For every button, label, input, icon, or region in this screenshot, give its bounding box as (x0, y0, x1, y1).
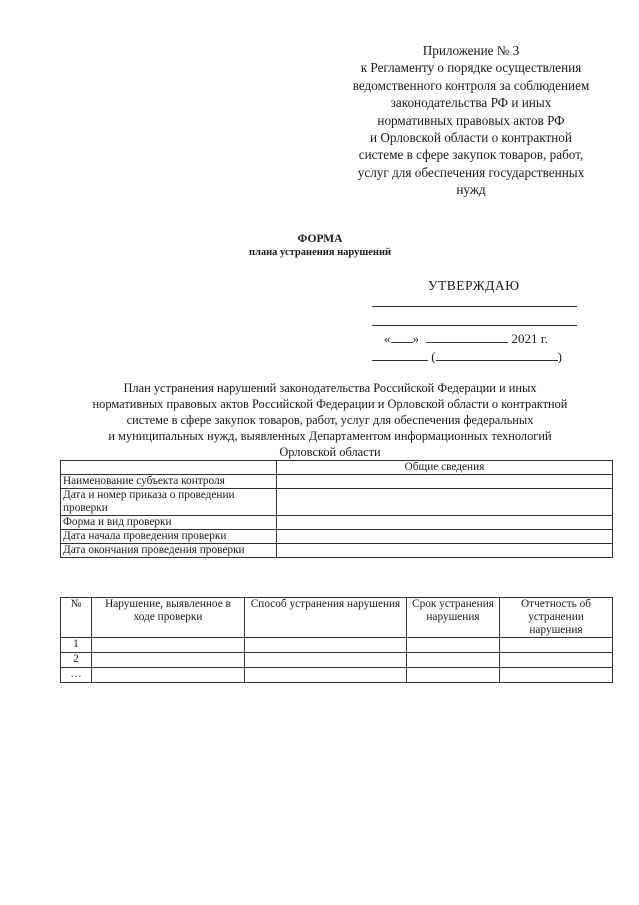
approval-title: УТВЕРЖДАЮ (428, 278, 520, 293)
plan-title-line: и муниципальных нужд, выявленных Департаментом информационных технологий (108, 429, 552, 443)
approval-signature-line (372, 306, 577, 307)
month-blank (426, 330, 508, 343)
column-header-violation: Нарушение, выявленное в ходе проверки (92, 598, 245, 638)
form-title (200, 232, 440, 260)
paren-close: ) (557, 349, 562, 364)
table-row (61, 544, 613, 558)
table-row (61, 653, 613, 668)
table-cell[interactable] (500, 668, 613, 683)
approval-name-line (372, 348, 562, 365)
approval-year: 2021 г. (511, 331, 548, 346)
appendix-line: услуг для обеспечения государственных (357, 164, 585, 180)
quote-close: » (412, 331, 419, 346)
appendix-line: Приложение № 3 (422, 43, 520, 58)
table-header-row (61, 598, 613, 638)
fullname-blank (436, 348, 558, 361)
row-label: Дата начала проведения проверки (61, 530, 277, 544)
plan-title-line: нормативных правовых актов Российской Федерации и Орловской области о контрактной (92, 397, 568, 411)
appendix-line: системе в сфере закупок товаров, работ, (358, 147, 584, 163)
row-label: Форма и вид проверки (61, 516, 277, 530)
table-row (61, 475, 613, 489)
approval-date-line (384, 330, 548, 347)
plan-title-line: системе в сфере закупок товаров, работ, услуг для обеспечения федеральных (126, 413, 534, 427)
table-cell[interactable] (500, 638, 613, 653)
appendix-line: ведомственного контроля за соблюдением (352, 77, 590, 93)
table-cell[interactable] (92, 653, 245, 668)
table-cell[interactable] (92, 638, 245, 653)
column-header-method: Способ устранения нарушения (245, 598, 407, 638)
plan-title-line: Орловской области (279, 445, 381, 459)
row-number: … (61, 668, 92, 683)
table-row (61, 638, 613, 653)
table-cell[interactable] (407, 638, 500, 653)
paren-open: ( (431, 349, 436, 364)
quote-open: « (384, 331, 391, 346)
form-title-subtitle: плана устранения нарушений (248, 247, 392, 258)
table-cell[interactable] (92, 668, 245, 683)
appendix-line: к Регламенту о порядке осуществления (360, 60, 582, 76)
table-row (61, 668, 613, 683)
row-label: Дата и номер приказа о проведении проверки (61, 489, 277, 516)
row-label: Дата окончания проведения проверки (61, 544, 277, 558)
table-cell[interactable] (245, 638, 407, 653)
table-cell[interactable] (245, 653, 407, 668)
day-blank (391, 330, 413, 343)
appendix-line: законодательства РФ и иных (390, 95, 552, 111)
form-title-main: ФОРМА (297, 233, 343, 245)
general-info-table (60, 460, 613, 558)
table-row (61, 461, 613, 475)
appendix-line: нужд (456, 182, 486, 198)
row-number: 1 (61, 638, 92, 653)
value-cell[interactable] (277, 516, 613, 530)
table-cell[interactable] (500, 653, 613, 668)
table-cell[interactable] (407, 668, 500, 683)
appendix-line: нормативных правовых актов РФ (377, 112, 565, 128)
value-cell[interactable] (277, 530, 613, 544)
table-cell-empty (61, 461, 277, 475)
row-number: 2 (61, 653, 92, 668)
table-row (61, 489, 613, 516)
table-row (61, 530, 613, 544)
value-cell[interactable] (277, 489, 613, 516)
table-cell[interactable] (245, 668, 407, 683)
signature-blank (372, 348, 428, 361)
column-header-report: Отчетность об устранении нарушения (500, 598, 613, 638)
appendix-header (326, 42, 616, 199)
appendix-line: и Орловской области о контрактной (370, 130, 572, 146)
plan-title (50, 380, 610, 460)
general-info-header: Общие сведения (277, 461, 613, 475)
table-row (61, 516, 613, 530)
column-header-deadline: Срок устранения нарушения (407, 598, 500, 638)
row-label: Наименование субъекта контроля (61, 475, 277, 489)
violations-table (60, 597, 613, 683)
value-cell[interactable] (277, 475, 613, 489)
value-cell[interactable] (277, 544, 613, 558)
table-cell[interactable] (407, 653, 500, 668)
plan-title-line: План устранения нарушений законодательства Российской Федерации и иных (123, 381, 537, 395)
column-header-number: № (61, 598, 92, 638)
approval-position-line (372, 325, 577, 326)
